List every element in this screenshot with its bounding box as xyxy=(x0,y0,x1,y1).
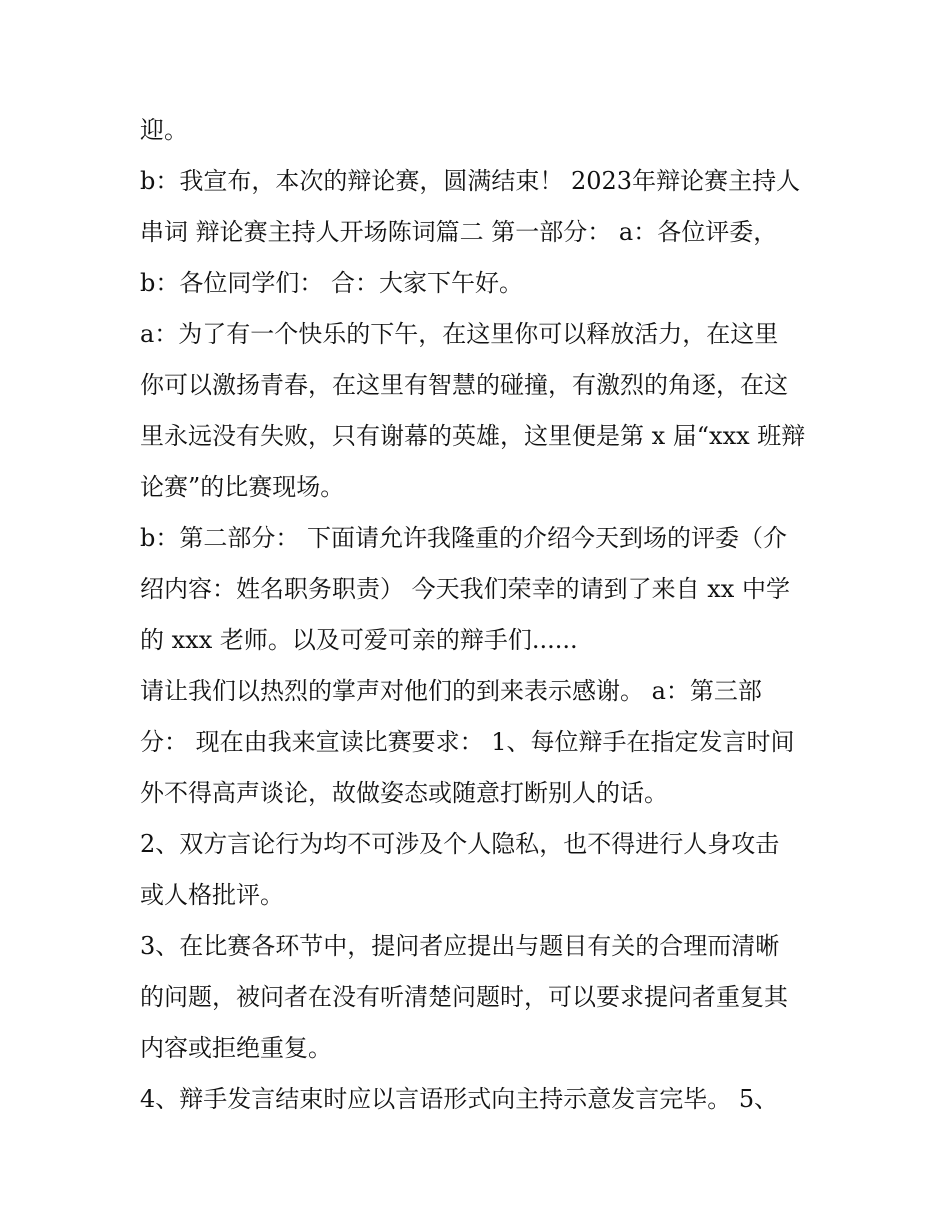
text-line-3: b：各位同学们： 合：大家下午好。 xyxy=(140,269,523,297)
text-line-7: 论赛”的比赛现场。 xyxy=(140,473,345,501)
text-line-8: b：第二部分： 下面请允许我隆重的介绍今天到场的评委（介 xyxy=(140,524,787,552)
text-line xyxy=(140,156,820,207)
text-line-18: 内容或拒绝重复。 xyxy=(140,1034,332,1062)
text-line xyxy=(140,768,820,819)
text-line-11: 请让我们以热烈的掌声对他们的到来表示感谢。 a：第三部 xyxy=(140,677,762,705)
text-line xyxy=(140,819,820,870)
text-line xyxy=(140,615,820,666)
text-line xyxy=(140,564,820,615)
text-line xyxy=(140,1074,820,1125)
text-line xyxy=(140,411,820,462)
text-line-5: 你可以激扬青春，在这里有智慧的碰撞，有激烈的角逐，在这 xyxy=(140,371,788,399)
text-line xyxy=(140,1023,820,1074)
text-line-4: a：为了有一个快乐的下午，在这里你可以释放活力，在这里 xyxy=(140,320,779,348)
text-line-0: 迎。 xyxy=(140,116,188,144)
text-line-2: 串词 辩论赛主持人开场陈词篇二 第一部分： a：各位评委， xyxy=(140,218,778,246)
text-line xyxy=(140,513,820,564)
text-line-19: 4、辩手发言结束时应以言语形式向主持示意发言完毕。 5、 xyxy=(140,1085,779,1113)
text-line-16: 3、在比赛各环节中，提问者应提出与题目有关的合理而清晰 xyxy=(140,932,780,960)
text-line-9: 绍内容：姓名职务职责） 今天我们荣幸的请到了来自 xx 中学 xyxy=(140,575,790,603)
text-line xyxy=(140,207,820,258)
text-line-14: 2、双方言论行为均不可涉及个人隐私，也不得进行人身攻击 xyxy=(140,830,780,858)
text-line xyxy=(140,258,820,309)
text-line xyxy=(140,360,820,411)
text-line-1: b：我宣布，本次的辩论赛，圆满结束！ 2023年辩论赛主持人 xyxy=(140,167,801,195)
text-line xyxy=(140,972,820,1023)
document-page xyxy=(140,105,820,1125)
text-line xyxy=(140,666,820,717)
text-line-15: 或人格批评。 xyxy=(140,881,284,909)
text-line-17: 的问题，被问者在没有听清楚问题时，可以要求提问者重复其 xyxy=(140,983,788,1011)
text-line-13: 外不得高声谈论，故做姿态或随意打断别人的话。 xyxy=(140,779,668,807)
text-line xyxy=(140,462,820,513)
text-line xyxy=(140,870,820,921)
text-line-10: 的 xxx 老师。以及可爱可亲的辩手们...... xyxy=(140,626,578,654)
text-line-6: 里永远没有失败，只有谢幕的英雄，这里便是第 x 届“xxx 班辩 xyxy=(140,422,806,450)
text-line xyxy=(140,309,820,360)
text-line xyxy=(140,717,820,768)
text-line xyxy=(140,105,820,156)
text-line xyxy=(140,921,820,972)
text-line-12: 分： 现在由我来宣读比赛要求： 1、每位辩手在指定发言时间 xyxy=(140,728,795,756)
